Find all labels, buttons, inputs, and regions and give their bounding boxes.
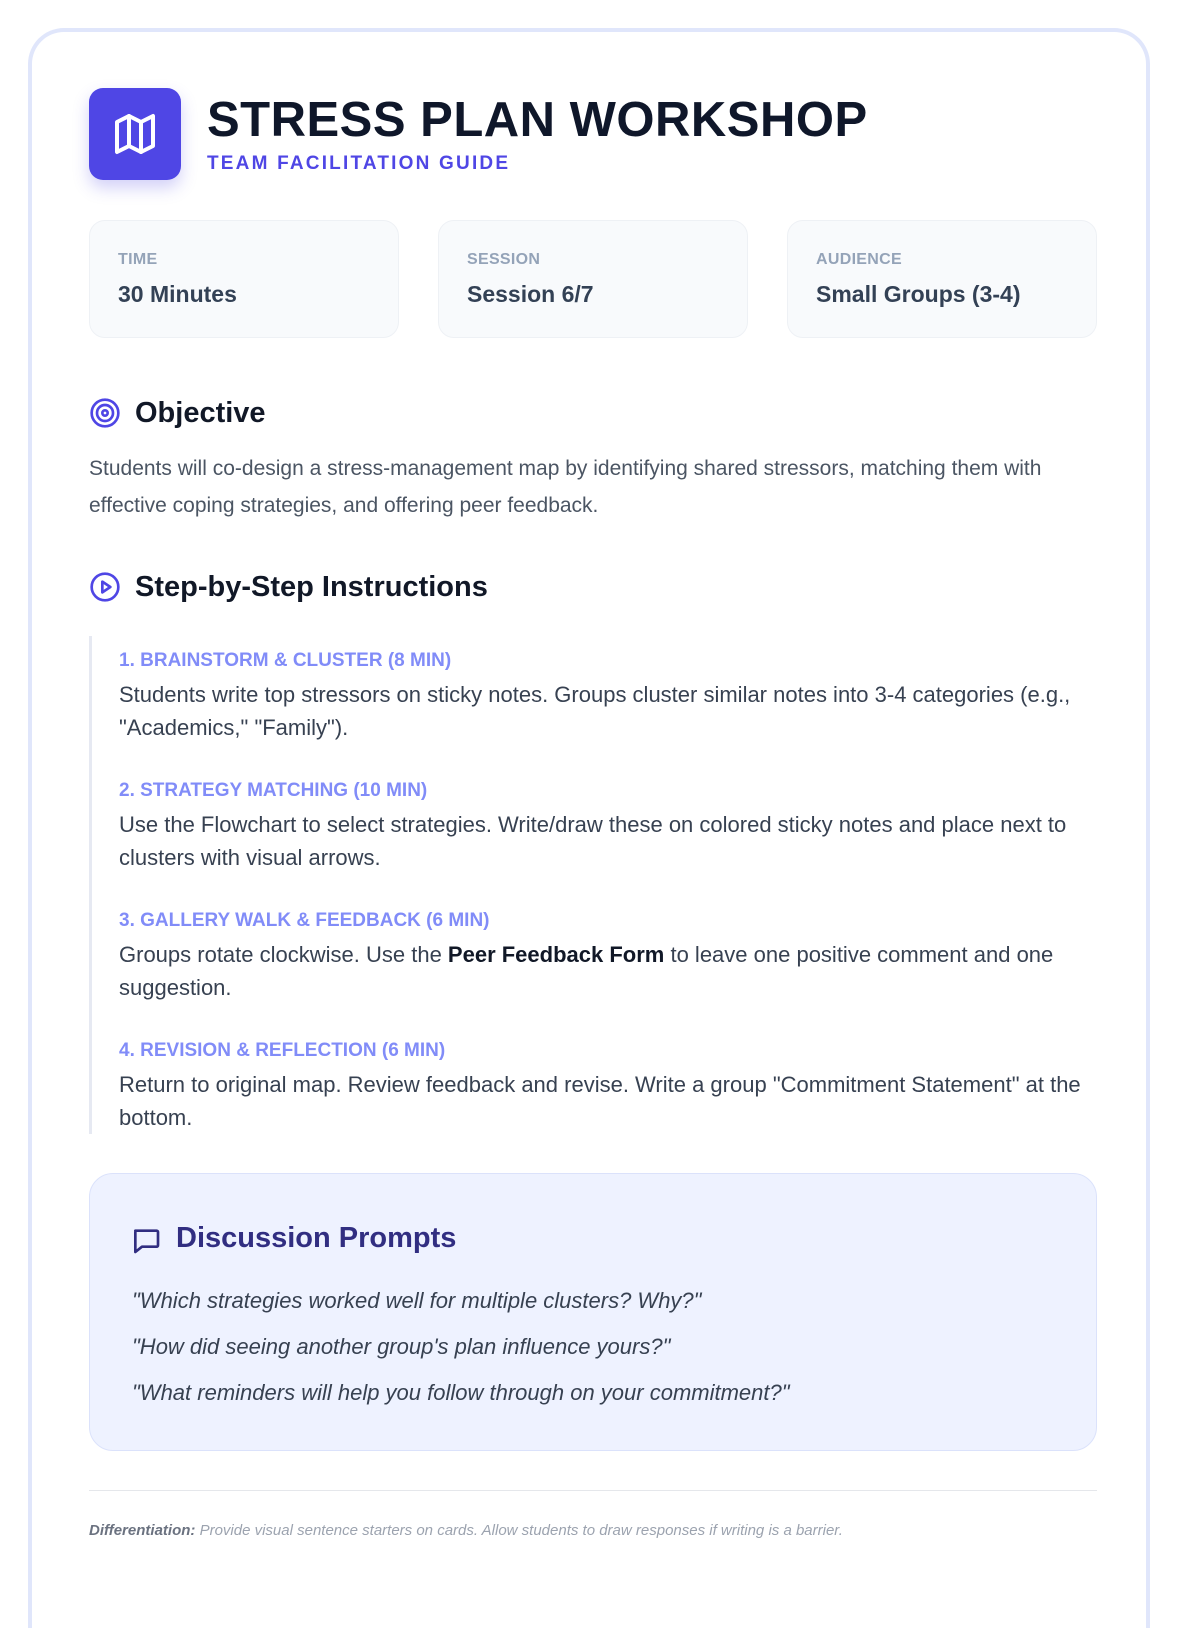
step-description: Return to original map. Review feedback and revise. Write a group "Commitment Statement" at the bottom.: [119, 1072, 1081, 1130]
meta-session: [438, 220, 748, 338]
step-description: [119, 938, 1099, 1004]
objective-text: Students will co-design a stress-management map by identifying shared stressors, matching them with effective coping strategies, and offering peer feedback.: [89, 457, 1042, 517]
steps-list: [89, 636, 1100, 1134]
header: [89, 88, 1097, 180]
meta-label: AUDIENCE: [816, 251, 902, 268]
step-item: [119, 648, 1099, 744]
prompt-item: "Which strategies worked well for multiple clusters? Why?": [132, 1288, 702, 1313]
meta-label: TIME: [118, 251, 158, 268]
step-item: [119, 1038, 1099, 1134]
target-icon: [89, 397, 121, 429]
meta-row: [89, 220, 1097, 338]
differentiation-label: Differentiation:: [89, 1522, 196, 1539]
step-title: 3. GALLERY WALK & FEEDBACK (6 MIN): [119, 910, 490, 931]
objective-title: Objective: [135, 397, 266, 429]
peer-feedback-form-ref: Peer Feedback Form: [447, 942, 665, 967]
step-text-before: Groups rotate clockwise. Use the: [119, 942, 448, 967]
page-title: STRESS PLAN WORKSHOP: [207, 93, 868, 147]
guide-card: [28, 28, 1150, 1628]
prompt-item: "How did seeing another group's plan influence yours?": [132, 1334, 671, 1359]
meta-value: Small Groups (3-4): [816, 281, 1021, 307]
step-title: 4. REVISION & REFLECTION (6 MIN): [119, 1040, 446, 1061]
discussion-title: Discussion Prompts: [176, 1222, 457, 1254]
map-icon: [89, 88, 181, 180]
play-circle-icon: [89, 571, 121, 603]
meta-label: SESSION: [467, 251, 541, 268]
step-item: [119, 908, 1099, 1004]
differentiation-note: [89, 1521, 1097, 1541]
discussion-prompts-box: [89, 1173, 1097, 1451]
step-description: Use the Flowchart to select strategies. Write/draw these on colored sticky notes and place next to clusters with visual arrows.: [119, 812, 1067, 870]
prompt-item: "What reminders will help you follow through on your commitment?": [132, 1380, 790, 1405]
meta-time: [89, 220, 399, 338]
instructions-title: Step-by-Step Instructions: [135, 571, 488, 603]
differentiation-text: Provide visual sentence starters on cards. Allow students to draw responses if writing is a barrier.: [195, 1522, 843, 1539]
chat-bubble-icon: [130, 1224, 162, 1256]
meta-value: Session 6/7: [467, 281, 594, 307]
meta-audience: [787, 220, 1097, 338]
step-title: 1. BRAINSTORM & CLUSTER (8 MIN): [119, 650, 452, 671]
step-item: [119, 778, 1099, 874]
page-subtitle: TEAM FACILITATION GUIDE: [207, 153, 511, 174]
divider: [89, 1490, 1097, 1491]
step-description: Students write top stressors on sticky notes. Groups cluster similar notes into 3-4 categories (e.g., "Academics," "Family").: [119, 682, 1071, 740]
meta-value: 30 Minutes: [118, 281, 237, 307]
step-text-after: to leave one positive comment and one suggestion.: [119, 942, 1054, 1000]
step-title: 2. STRATEGY MATCHING (10 MIN): [119, 780, 428, 801]
